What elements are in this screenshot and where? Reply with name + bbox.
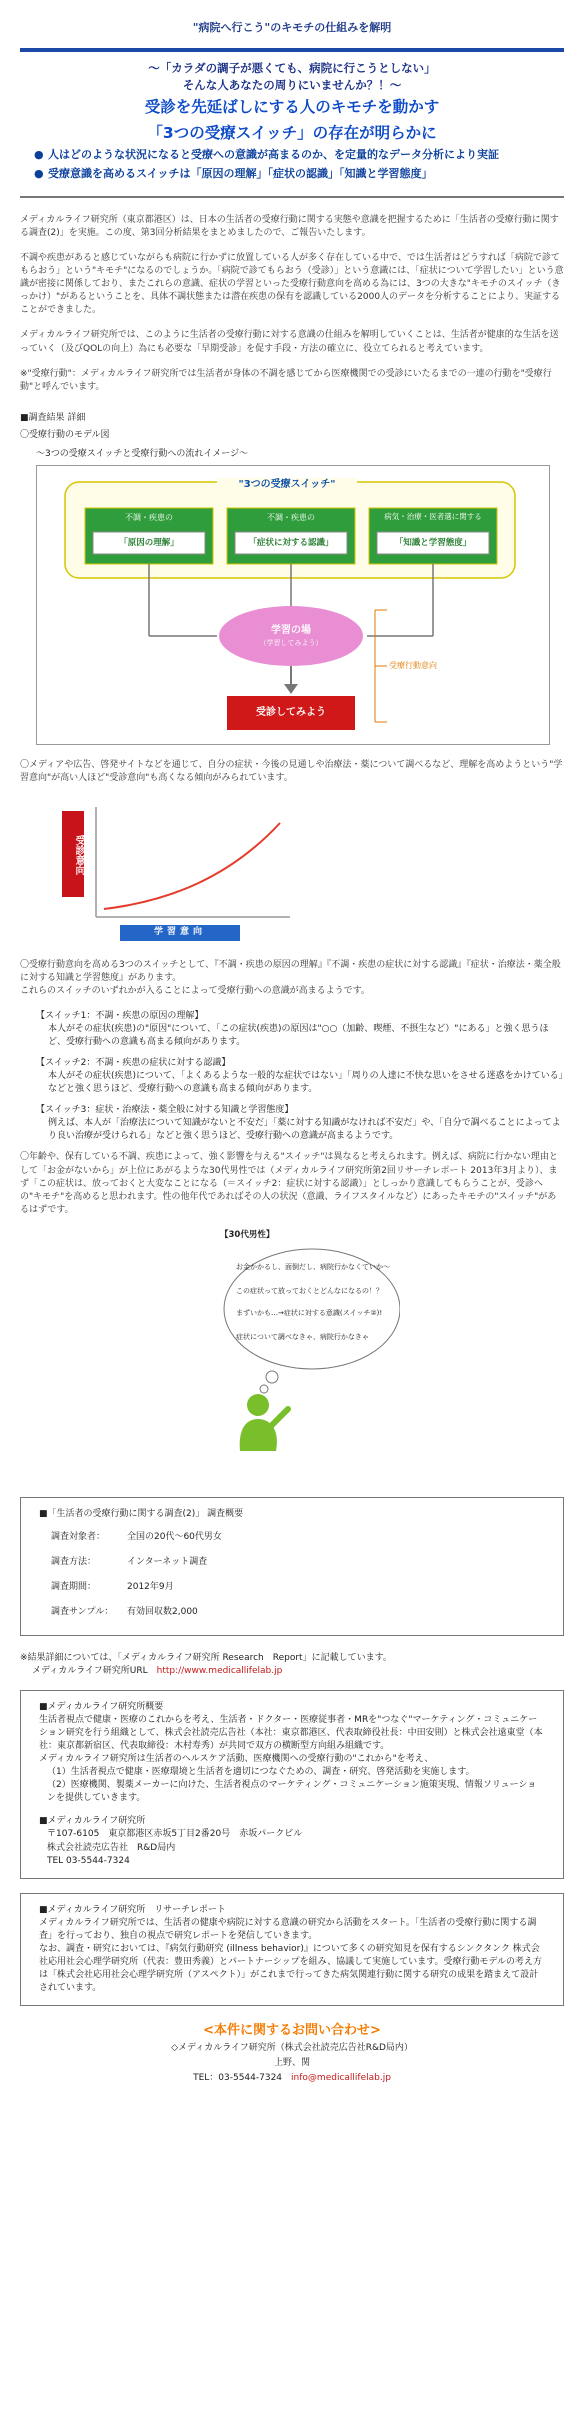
media-paragraph: 〇メディアや広告、啓発サイトなどを通じて、自分の症状・今後の見通しや治療法・薬について調べるなど、理解を高めようという"学習意向"が高い人ほど"受診意向"も高くなる傾向がみられています。 — [20, 759, 563, 783]
page-title: "病院へ行こう"のキモチの仕組みを解明 — [192, 21, 392, 34]
survey-key: 調査方法： — [51, 1556, 97, 1567]
url-prefix: メディカルライフ研究所URL — [32, 1665, 157, 1676]
survey-key: 調査期間： — [51, 1581, 97, 1592]
down-arrow-head — [284, 684, 298, 694]
survey-row — [51, 1600, 545, 1625]
contact-email-link[interactable]: info@medicallifelab.jp — [291, 2073, 391, 2084]
overview-item-1: （1）生活者視点で健康・医療環境と生活者を適切につなぐための、調査・研究、啓発活動を実施します。 — [47, 1767, 475, 1778]
switch-box-2-top: 不調・疾患の — [267, 512, 315, 522]
switch-box-3-top: 病気・治療・医者選に関する — [384, 511, 482, 521]
person-arm-icon — [272, 1409, 288, 1425]
office-title: ■メディカルライフ研究所 — [39, 1816, 146, 1827]
switch-3-text: 例えば、本人が「治療法について知識がないと不安だ」「薬に対する知識がなければ不安だ」や、「自分で調べることによってより良い治療が受けられる」などと強く思うほど、受療行動への意識が高まるようです。 — [48, 1118, 561, 1142]
research-report-box — [20, 1893, 564, 2006]
three-switches-paragraph: 〇受療行動意向を高める3つのスイッチとして、『不調・疾患の原因の理解』『不調・疾患の症状に対する認識』『症状・治療法・薬全般に対する知識と学習態度』があります。 これらのスイッチのいずれかが入ることによって受療行動への意識が高まるようです。 — [20, 959, 561, 996]
survey-value: 全国の20代～60代男女 — [127, 1531, 222, 1542]
contact-tel-line — [20, 2071, 564, 2086]
survey-key: 調査対象者： — [51, 1531, 106, 1542]
switch-2-text: 本人がその症状(疾患)について、「よくあるような一般的な症状ではない」「周りの人達に不快な思いをさせる迷惑をかけている」などと強く思うほど、受療行動への意識も高まる傾向があります。 — [48, 1071, 564, 1095]
intent-curve-figure — [60, 797, 320, 947]
survey-row — [51, 1525, 545, 1550]
switch-1 — [36, 1010, 564, 1049]
office-dept: 株式会社読売広告社 R&D局内 — [47, 1842, 176, 1853]
thought-2: この症状って放っておくとどんなになるの！？ — [236, 1286, 383, 1295]
results-note — [20, 1652, 564, 1678]
switch-box-2-main: 「症状に対する認識」 — [248, 537, 334, 548]
overview-title: ■メディカルライフ研究所概要 — [39, 1702, 164, 1713]
thought-1: お金かかるし、面倒だし、病院行かなくていか～ — [236, 1262, 390, 1271]
learn-title: 学習の場 — [271, 624, 311, 636]
survey-value: 2012年9月 — [127, 1581, 174, 1592]
intro-paragraph-1: メディカルライフ研究所（東京都港区）は、日本の生活者の受療行動に関する実態や意識を把握するために「生活者の受療行動に関する調査(2)」を実施。この度、第3回分析結果をまとめましたので、ご報告いたします。 — [20, 215, 559, 239]
survey-value: 有効回収数2,000 — [127, 1606, 198, 1617]
report-text: メディカルライフ研究所では、生活者の健康や病院に対する意識の研究から活動をスタート。「生活者の受療行動に関する調査」を行っており、独自の視点で研究レポートを発信していきます。 なお、調査・研究においては、『病気行動研究 (illness behavior)』について多くの研究知見を保有するシンクタンク 株式会社応用社会心理学研究所（代表：豊田秀義）とパートナーシップを組み、協議して実施しています。受療行動モデルの考え方は「株式会社応用社会心理学研究所（アスペクト）」がこれまで行ってきた病気関連行動に関する研究の成果を踏まえて設計されています。 — [39, 1917, 543, 1993]
overview-item-2: （2）医療機関、製薬メーカーに向けた、生活者視点のマーケティング・コミュニケーション施策実現、情報ソリューションを提供していきます。 — [47, 1780, 537, 1804]
male-30s-figure — [210, 1229, 400, 1459]
headline-2: 「3つの受療スイッチ」の存在が明らかに — [147, 123, 437, 142]
survey-key: 調査サンプル： — [51, 1606, 114, 1617]
intro-paragraph-4: ※"受療行動"：メディカルライフ研究所では生活者が身体の不調を感じてから医療機関での受診にいたるまでの一連の行動を"受療行動"と呼んでいます。 — [20, 368, 552, 392]
learn-subtitle: （学習してみよう） — [259, 638, 323, 647]
bubble-dot-1 — [266, 1371, 278, 1383]
survey-overview-box — [20, 1497, 564, 1636]
lead-block — [20, 60, 564, 182]
model-caption: ～3つの受療スイッチと受療行動への流れイメージ～ — [36, 448, 249, 459]
action-label: 受診してみよう — [256, 706, 326, 718]
switch-1-text: 本人がその症状(疾患)の"原因"について、「この症状(疾患)の原因は"○○（加齢、喫煙、不摂生など）"にある」と強く思うほど、受療行動への意識も高まる傾向があります。 — [48, 1024, 549, 1048]
survey-row — [51, 1575, 545, 1600]
contact-org: ◇メディカルライフ研究所（株式会社読売広告社R&D局内） — [171, 2042, 413, 2053]
switch-2 — [36, 1057, 564, 1096]
bubble-dot-2 — [260, 1385, 268, 1393]
curve-x-label: 学習意向 — [153, 926, 206, 937]
overview-text: 生活者視点で健康・医療のこれからを考え、生活者・ドクター・医療従事者・MRを"つなぐ"マーケティング・コミュニケーション研究を行う組織として、株式会社読売広告社（本社：東京都港区、代表取締役社長：中田安則）と株式会社遠東堂（本社：東京都新宿区、代表取締役：木村寿秀）が共同で双方の横断型方向組み組織です。 メディカルライフ研究所は生活者のヘルスケア活動、医療機関への受療行動の"これから"を考え、 — [39, 1715, 543, 1765]
contact-tel: TEL：03-5544-7324 — [193, 2073, 292, 2084]
contact-heading: <本件に関するお問い合わせ> — [203, 2022, 381, 2038]
lead-divider — [20, 196, 564, 198]
title-divider — [20, 48, 564, 52]
lab-overview-box — [20, 1690, 564, 1879]
switch-box-1-top: 不調・疾患の — [125, 512, 173, 522]
model-label: 〇受療行動のモデル図 — [20, 429, 110, 440]
thought-3: まずいかも…→症状に対する意識(スイッチ②)! — [236, 1308, 383, 1317]
survey-title: ■「生活者の受療行動に関する調査(2)」 調査概要 — [39, 1508, 244, 1519]
intro-paragraph-2: 不調や疾患があると感じていながらも病院に行かずに放置している人が多く存在している中で、では生活者はどうすれば「病院で診てもらおう」という"キモチ"になるのでしょうか。「病院で診てもらおう（受診）」という意識には、「症状について学習したい」という意識が密接に関係しており、またこれらの意識、症状の学習といった受療行動意向を高める為には、3つの大きな"キモチのスイッチ（きっかけ）"があるということを、具体不調状態または潜在疾患の保有を認識している2000人のデータを分析することにより、実証することができました。 — [20, 253, 564, 316]
office-tel: TEL 03-5544-7324 — [47, 1855, 130, 1866]
survey-value: インターネット調査 — [127, 1556, 208, 1567]
intent-curve-svg — [60, 797, 320, 947]
results-heading: ■調査結果 詳細 — [20, 412, 86, 423]
switch-3 — [36, 1104, 564, 1143]
lead-line-1: ～「カラダの調子が悪くても、病院に行こうとしない」 — [148, 61, 436, 75]
switch-box-1-main: 「原因の理解」 — [119, 537, 179, 548]
lead-line-2: そんな人あなたの周りにいませんか？！～ — [182, 77, 402, 92]
switch-box-3-main: 「知識と学習態度」 — [394, 537, 472, 548]
contact-block — [20, 2041, 564, 2087]
switch-title: "3つの受療スイッチ" — [238, 478, 336, 490]
intent-label: 受療行動意向 — [389, 660, 437, 670]
lab-url-link[interactable]: http://www.medicallifelab.jp — [156, 1665, 283, 1676]
headline-1: 受診を先延ばしにする人のキモチを動かす — [144, 98, 440, 117]
results-note-line-1: ※結果詳細については、「メディカルライフ研究所 Research Report」に記載しています。 — [20, 1652, 392, 1663]
survey-row — [51, 1550, 545, 1575]
thought-4: 症状について調べなきゃ、病院行かなきゃ — [236, 1332, 369, 1341]
report-title: ■メディカルライフ研究所 リサーチレポート — [39, 1904, 226, 1915]
intro-paragraph-3: メディカルライフ研究所では、このように生活者の受療行動に対する意識の仕組みを解明していくことは、生活者が健康的な生活を送っていく（及びQOLの向上）為にも必要な「早期受診」を促す手段・方法の確立に、役立てられると考えています。 — [20, 330, 559, 354]
results-note-line-2 — [32, 1665, 564, 1678]
survey-table — [51, 1525, 545, 1625]
male-30s-tag: 【30代男性】 — [220, 1229, 275, 1240]
switch-list — [36, 1010, 564, 1143]
switch-2-title: 【スイッチ2：不調・疾患の症状に対する認識】 — [36, 1058, 231, 1069]
person-head-icon — [247, 1394, 269, 1416]
contact-names: 上野、関 — [273, 2058, 310, 2069]
switch-3-title: 【スイッチ3：症状・治療法・薬全般に対する知識と学習態度】 — [36, 1105, 294, 1116]
age-paragraph: 〇年齢や、保有している不調、疾患によって、強く影響を与える"スイッチ"は異なると考えられます。例えば、病院に行かない理由として「お金がないから」が上位にあがるような30代男性では（メディカルライフ研究所第2回リサーチレポート 2013年3月より）、まず「この症状は、放っておくと大変なことになる（＝スイッチ2：症状に対する認識）」としっかり意識してもらうことが、受診への"キモチ"を高めると思われます。性の他年代であればその人の状況（意識、ライフスタイルなど）にあったキモチの"スイッチ"があるはずです。 — [20, 1152, 558, 1215]
office-address: 〒107-6105 東京都港区赤坂5丁目2番20号 赤坂パークビル — [47, 1829, 303, 1840]
curve-line — [104, 823, 280, 909]
model-diagram — [36, 465, 550, 745]
curve-y-label: 受診意向 — [73, 834, 84, 875]
press-release-page — [20, 0, 564, 2087]
switch-1-title: 【スイッチ1：不調・疾患の原因の理解】 — [36, 1011, 204, 1022]
model-diagram-svg — [37, 466, 549, 744]
lead-bullet-1: ● 人はどのような状況になると受療への意識が高まるのか、を定量的なデータ分析により実証 — [34, 147, 564, 163]
lead-bullet-2: ● 受療意識を高めるスイッチは「原因の理解」「症状の認識」「知識と学習態度」 — [34, 166, 564, 182]
